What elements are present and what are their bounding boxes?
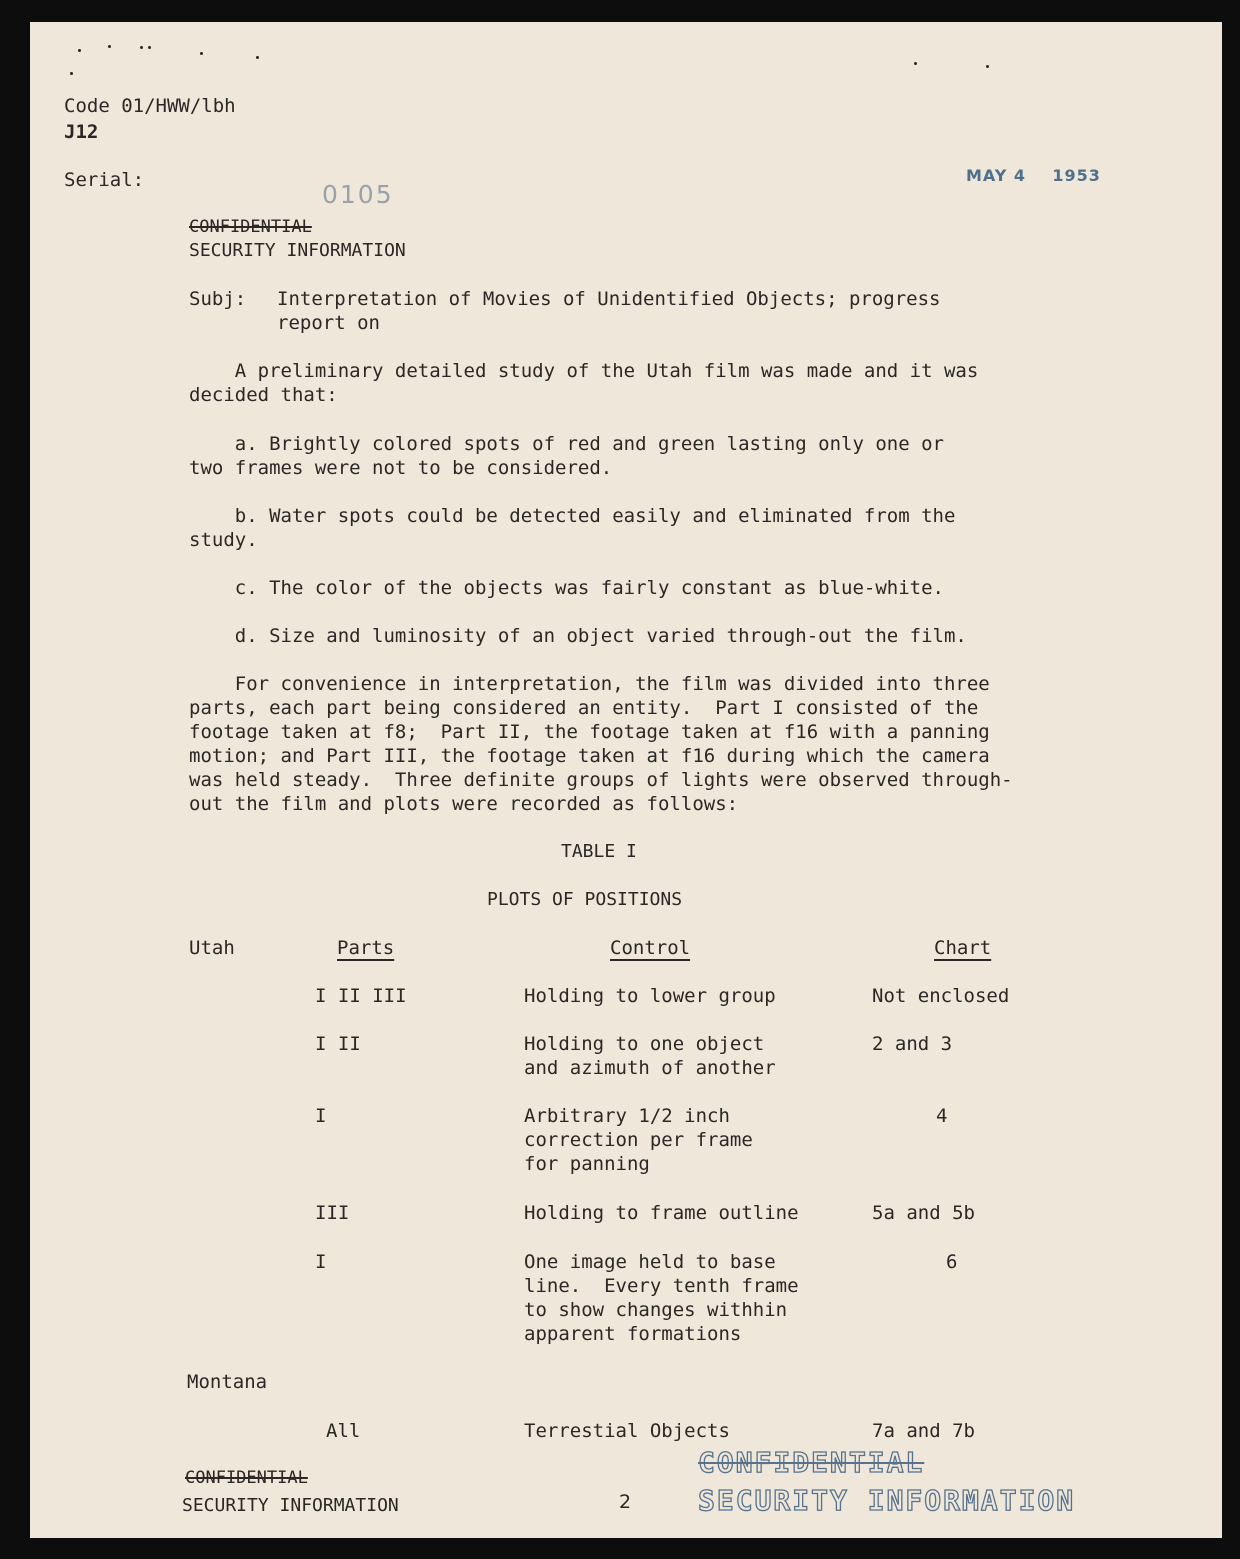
table-cell-parts: I	[315, 1251, 327, 1273]
table-cell-chart: 4	[936, 1105, 948, 1127]
serial-number-stamp: 0105	[322, 180, 394, 209]
paragraph-line: For convenience in interpretation, the film was divided into three	[189, 673, 990, 695]
table-cell-chart: 6	[946, 1251, 958, 1273]
table-cell-control: for panning	[524, 1153, 650, 1175]
routing-code-secondary: J12	[64, 121, 99, 143]
table-cell-control: and azimuth of another	[524, 1057, 776, 1079]
paper-speck	[140, 46, 143, 49]
table-cell-control: Holding to frame outline	[524, 1202, 799, 1224]
security-information-stamp: SECURITY INFORMATION	[698, 1484, 1076, 1517]
table-subtitle: PLOTS OF POSITIONS	[487, 889, 683, 910]
paragraph-line: A preliminary detailed study of the Utah film was made and it was	[189, 360, 979, 382]
table-cell-control: apparent formations	[524, 1323, 742, 1345]
list-item-b: b. Water spots could be detected easily and eliminated from the	[189, 505, 956, 527]
paper-speck	[78, 49, 81, 52]
serial-label: Serial:	[64, 169, 145, 191]
paper-speck	[70, 72, 73, 75]
table-cell-control: Arbitrary 1/2 inch	[524, 1105, 730, 1127]
date-stamp: MAY 4 1953	[966, 166, 1101, 185]
table-title: TABLE I	[561, 841, 637, 862]
document-page	[30, 22, 1222, 1538]
table-cell-control: correction per frame	[524, 1129, 753, 1151]
confidential-stamp: CONFIDENTIAL	[698, 1446, 925, 1479]
table-cell-chart: 2 and 3	[872, 1033, 953, 1055]
list-item-a: two frames were not to be considered.	[189, 457, 613, 479]
table-group-utah: Utah	[189, 937, 235, 959]
table-cell-control: Holding to one object	[524, 1033, 765, 1055]
list-item-c: c. The color of the objects was fairly constant as blue-white.	[189, 577, 944, 599]
paper-speck	[986, 65, 989, 68]
table-cell-parts: I II	[315, 1033, 361, 1055]
paragraph-line: motion; and Part III, the footage taken at f16 during which the camera	[189, 745, 990, 767]
paper-speck	[148, 46, 151, 49]
column-header-chart: Chart	[934, 937, 992, 959]
page-number: 2	[619, 1491, 632, 1513]
list-item-b: study.	[189, 529, 258, 551]
table-group-montana: Montana	[187, 1371, 268, 1393]
footer-classification: SECURITY INFORMATION	[182, 1495, 399, 1516]
table-cell-parts: I II III	[315, 985, 407, 1007]
subject-label: Subj:	[189, 288, 247, 310]
paper-speck	[914, 62, 917, 65]
table-cell-parts: I	[315, 1105, 327, 1127]
paper-speck	[256, 56, 259, 59]
paragraph-line: was held steady. Three definite groups of lights were observed through-	[189, 769, 1013, 791]
table-cell-parts: III	[315, 1202, 350, 1224]
subject-line: report on	[277, 312, 380, 334]
table-cell-control: Holding to lower group	[524, 985, 776, 1007]
table-cell-chart: 5a and 5b	[872, 1202, 975, 1224]
table-cell-control: to show changes withhin	[524, 1299, 788, 1321]
list-item-d: d. Size and luminosity of an object varied through-out the film.	[189, 625, 967, 647]
paper-speck	[200, 52, 203, 55]
footer-classification-struck: CONFIDENTIAL	[185, 1468, 308, 1488]
table-cell-chart: Not enclosed	[872, 985, 1010, 1007]
paragraph-line: decided that:	[189, 384, 338, 406]
routing-code: Code 01/HWW/lbh	[64, 95, 236, 117]
table-cell-control: One image held to base	[524, 1251, 776, 1273]
table-cell-control: Terrestial Objects	[524, 1420, 730, 1442]
table-cell-control: line. Every tenth frame	[524, 1275, 799, 1297]
list-item-a: a. Brightly colored spots of red and green lasting only one or	[189, 433, 944, 455]
paper-speck	[108, 45, 111, 48]
subject-line: Interpretation of Movies of Unidentified Objects; progress	[277, 288, 941, 310]
paragraph-line: footage taken at f8; Part II, the footage taken at f16 with a panning	[189, 721, 990, 743]
paragraph-line: out the film and plots were recorded as follows:	[189, 793, 739, 815]
classification-header: SECURITY INFORMATION	[189, 240, 406, 261]
column-header-parts: Parts	[337, 937, 395, 959]
paragraph-line: parts, each part being considered an entity. Part I consisted of the	[189, 697, 979, 719]
table-cell-parts: All	[326, 1420, 361, 1442]
column-header-control: Control	[610, 937, 691, 959]
classification-struck: CONFIDENTIAL	[189, 217, 312, 237]
table-cell-chart: 7a and 7b	[872, 1420, 975, 1442]
